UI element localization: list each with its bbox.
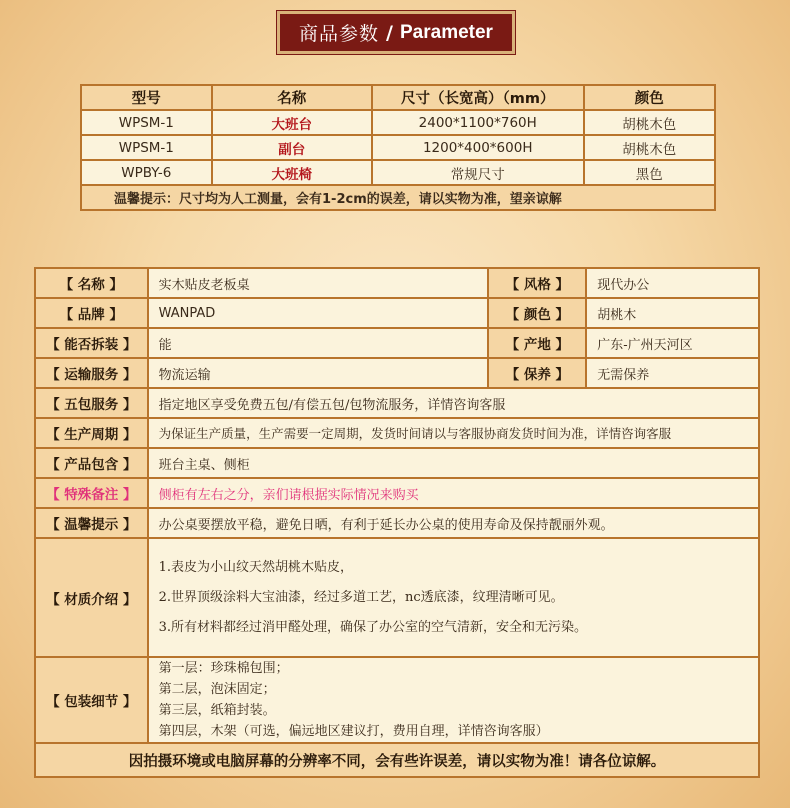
material-line: 1.表皮为小山纹天然胡桃木贴皮， [158,559,354,575]
label-material: 【 材质介绍 】 [35,538,148,657]
param-row-shipping [35,358,759,388]
label-includes: 【 产品包含 】 [35,448,148,478]
param-row-name [35,268,759,298]
label-maintenance: 【 保养 】 [488,358,586,388]
value-cycle: 为保证生产质量，生产需要一定周期，发货时间请以与客服协商发货时间为准，详情咨询客服 [148,418,759,448]
param-row-footer [35,743,759,777]
cell-name: 大班台 [212,110,372,135]
banner-slash: / [386,21,393,44]
param-row-brand [35,298,759,328]
value-special: 侧柜有左右之分，亲们请根据实际情况来购买 [148,478,759,508]
param-row-special [35,478,759,508]
section-banner [277,11,515,54]
packing-line: 第一层：珍珠棉包围； [158,661,289,676]
label-origin: 【 产地 】 [488,328,586,358]
spec-header-row [81,85,715,110]
label-name: 【 名称 】 [35,268,148,298]
value-tips: 办公桌要摆放平稳，避免日晒，有利于延长办公桌的使用寿命及保持靓丽外观。 [148,508,759,538]
param-row-disassemble [35,328,759,358]
material-line: 3.所有材料都经过消甲醛处理，确保了办公室的空气清新，安全和无污染。 [158,619,588,635]
packing-line: 第三层，纸箱封装。 [158,703,276,718]
table-row [81,160,715,185]
param-row-five [35,388,759,418]
param-row-tips [35,508,759,538]
packing-line: 第四层，木架（可选，偏远地区建议打，费用自理，详情咨询客服） [158,724,549,739]
disclaimer-footer: 因拍摄环境或电脑屏幕的分辨率不同，会有些许误差，请以实物为准！请各位谅解。 [35,743,759,777]
banner-title-en: Parameter [400,21,493,43]
param-row-cycle [35,418,759,448]
material-line: 2.世界顶级涂料大宝油漆，经过多道工艺，nc透底漆，纹理清晰可见。 [158,589,564,605]
label-five: 【 五包服务 】 [35,388,148,418]
value-brand: WANPAD [148,298,489,328]
header-color: 颜色 [584,85,716,110]
cell-color: 黑色 [584,160,716,185]
label-cycle: 【 生产周期 】 [35,418,148,448]
size-note: 温馨提示：尺寸均为人工测量，会有1-2cm的误差，请以实物为准，望亲谅解 [81,185,715,210]
cell-size: 常规尺寸 [372,160,584,185]
label-shipping: 【 运输服务 】 [35,358,148,388]
header-size: 尺寸（长宽高）（mm） [372,85,584,110]
label-brand: 【 品牌 】 [35,298,148,328]
header-name: 名称 [212,85,372,110]
cell-color: 胡桃木色 [584,135,716,160]
value-origin: 广东-广州天河区 [586,328,759,358]
label-style: 【 风格 】 [488,268,586,298]
cell-model: WPSM-1 [81,110,212,135]
table-row [81,135,715,160]
banner-title-cn: 商品参数 [299,23,380,45]
cell-model: WPBY-6 [81,160,212,185]
label-tips: 【 温馨提示 】 [35,508,148,538]
table-row [81,110,715,135]
cell-size: 1200*400*600H [372,135,584,160]
spec-note-row [81,185,715,210]
params-table [34,267,760,778]
label-packing: 【 包装细节 】 [35,657,148,743]
param-row-includes [35,448,759,478]
spec-table [80,84,716,211]
value-includes: 班台主桌、侧柜 [148,448,759,478]
value-shipping: 物流运输 [148,358,489,388]
label-special: 【 特殊备注 】 [35,478,148,508]
value-packing [148,657,759,743]
label-color: 【 颜色 】 [488,298,586,328]
packing-line: 第二层，泡沫固定； [158,682,276,697]
header-model: 型号 [81,85,212,110]
cell-model: WPSM-1 [81,135,212,160]
value-name: 实木贴皮老板桌 [148,268,489,298]
value-maintenance: 无需保养 [586,358,759,388]
cell-size: 2400*1100*760H [372,110,584,135]
param-row-packing [35,657,759,743]
cell-name: 副台 [212,135,372,160]
value-style: 现代办公 [586,268,759,298]
value-five: 指定地区享受免费五包/有偿五包/包物流服务，详情咨询客服 [148,388,759,418]
value-material [148,538,759,657]
cell-color: 胡桃木色 [584,110,716,135]
value-color: 胡桃木 [586,298,759,328]
label-disassemble: 【 能否拆装 】 [35,328,148,358]
cell-name: 大班椅 [212,160,372,185]
param-row-material [35,538,759,657]
value-disassemble: 能 [148,328,489,358]
